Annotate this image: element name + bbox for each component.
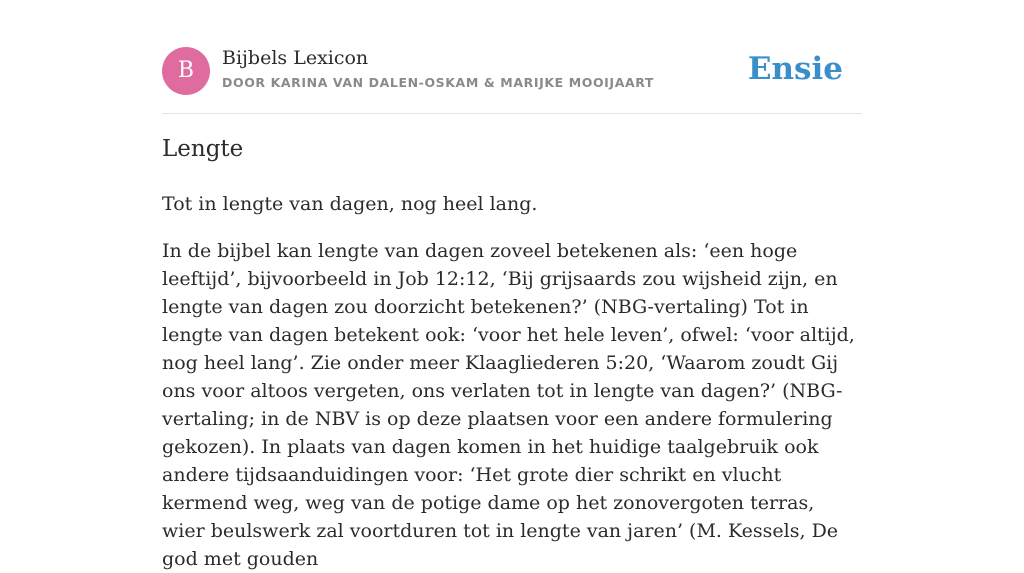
book-title-link[interactable]: Bijbels Lexicon	[222, 47, 369, 69]
header-divider	[162, 113, 862, 114]
entry-definition: Tot in lengte van dagen, nog heel lang.	[162, 193, 538, 215]
ensie-logo[interactable]: Ensie	[747, 51, 843, 87]
site-header	[162, 47, 862, 95]
book-avatar[interactable]: B	[162, 47, 210, 95]
book-authors: DOOR KARINA VAN DALEN-OSKAM & MARIJKE MOOIJAART	[222, 75, 655, 90]
entry-title: Lengte	[162, 136, 244, 162]
entry-body-text: In de bijbel kan lengte van dagen zoveel betekenen als: ‘een hoge leeftijd’, bijvoorbeeld in Job 12:12, ‘Bij grijsaards zou wijsheid zijn, en lengte van dagen zou doorzicht betekenen?’ (NBG-vertaling) Tot in lengte van dagen betekent ook: ‘voor het hele leven’, ofwel: ‘voor altijd, nog heel lang’. Zie onder meer Klaagliederen 5:20, ‘Waarom zoudt Gij ons voor altoos vergeten, ons verlaten tot in lengte van dagen?’ (NBG-vertaling; in de NBV is op deze plaatsen voor een andere formulering gekozen). In plaats van dagen komen in het huidige taalgebruik ook andere tijdsaanduidingen voor: ‘Het grote dier schrikt en vlucht kermend weg, weg van de potige dame op het zonovergoten terras, wier beulswerk zal voortduren tot in lengte van jaren’ (M. Kessels, De god met gouden	[162, 240, 855, 570]
